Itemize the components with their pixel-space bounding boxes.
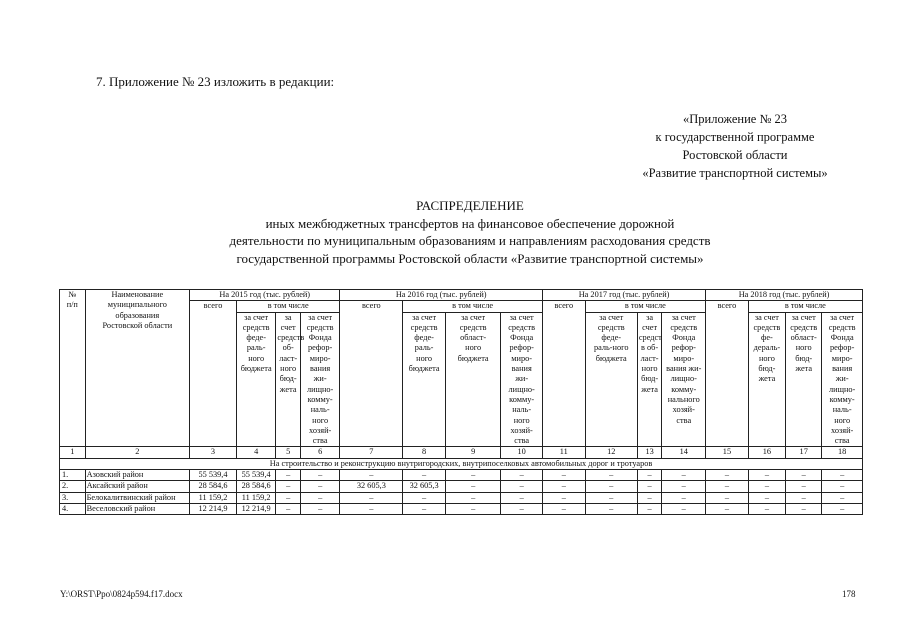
sub2017-source-header <box>585 312 637 447</box>
sub2015-source-header <box>276 312 305 447</box>
amount-cell: – <box>340 503 403 514</box>
amount-cell: – <box>706 492 749 503</box>
column-number: 3 <box>190 447 237 458</box>
column-number: 5 <box>276 447 301 458</box>
header-text: бюджета <box>240 364 272 374</box>
amount-cell: – <box>300 503 339 514</box>
amount-cell: 55 539,4 <box>190 470 237 481</box>
appendix-line: к государственной программе <box>655 130 815 144</box>
header-text: фе- <box>761 333 773 343</box>
header-text: за счет <box>412 312 437 322</box>
amount-cell: – <box>445 492 500 503</box>
header-text: счет <box>280 322 296 332</box>
amount-cell: – <box>300 492 339 503</box>
amount-cell: – <box>445 503 500 514</box>
amount-cell: – <box>786 481 822 492</box>
header-text: средств <box>597 322 625 332</box>
header-text: бюджета <box>408 364 440 374</box>
header-text: наль- <box>832 405 852 415</box>
amount-cell: – <box>276 481 301 492</box>
including-header: в том числе <box>236 301 339 312</box>
header-text: за счет <box>671 312 696 322</box>
amount-cell: – <box>501 481 543 492</box>
amount-cell: – <box>300 481 339 492</box>
amount-cell: – <box>585 470 637 481</box>
amount-cell: – <box>403 492 446 503</box>
amount-cell: – <box>822 492 863 503</box>
amount-cell: – <box>276 470 301 481</box>
header-text: за <box>646 312 654 322</box>
district-name: Белокалитвинский район <box>85 492 189 503</box>
header-text: наль- <box>310 405 330 415</box>
amount-cell: – <box>340 492 403 503</box>
column-number: 4 <box>236 447 275 458</box>
header-text: средств <box>459 322 487 332</box>
intro-paragraph: 7. Приложение № 23 изложить в редакции: <box>96 74 335 89</box>
header-text: средств <box>277 333 305 343</box>
header-text: ства <box>312 436 328 446</box>
header-row-years <box>60 290 863 301</box>
header-text: комму- <box>671 384 697 394</box>
sub2018-source-header <box>822 312 863 447</box>
year-header-2017: На 2017 год (тыс. рублей) <box>542 290 705 301</box>
header-text: Ростовской области <box>102 320 173 330</box>
column-number: 10 <box>501 447 543 458</box>
including-header: в том числе <box>403 301 543 312</box>
sub2018-source-header <box>786 312 822 447</box>
amount-cell: 28 584,6 <box>236 481 275 492</box>
header-text: за счет <box>830 312 855 322</box>
header-text: ного <box>312 415 329 425</box>
distribution-table <box>59 289 863 515</box>
header-text: комму- <box>509 394 535 404</box>
header-text: бюд- <box>279 374 297 384</box>
sub2015-source-header <box>300 312 339 447</box>
header-text: вания <box>832 364 853 374</box>
amount-cell: – <box>662 503 706 514</box>
header-text: жета <box>795 364 813 374</box>
table-row <box>60 492 863 503</box>
header-text: миро- <box>511 353 533 363</box>
header-text: рефор- <box>307 343 333 353</box>
header-text: жета <box>279 384 297 394</box>
appendix-line: Ростовской области <box>682 148 788 162</box>
district-name: Веселовский район <box>85 503 189 514</box>
amount-cell: – <box>786 503 822 514</box>
header-text: за <box>284 312 292 322</box>
section-row <box>60 458 863 469</box>
column-number: 17 <box>786 447 822 458</box>
header-text: средств <box>242 322 270 332</box>
header-text: феде- <box>246 333 266 343</box>
total-header: всего <box>190 301 237 447</box>
header-text: Наименование <box>111 290 164 299</box>
sub2016-source-header <box>501 312 543 447</box>
amount-cell: – <box>786 492 822 503</box>
amount-cell: – <box>748 503 785 514</box>
amount-cell: – <box>706 470 749 481</box>
header-text: Фонда <box>510 333 534 343</box>
header-text: Фонда <box>830 333 854 343</box>
footer-page-number: 178 <box>842 589 856 599</box>
header-text: средств <box>790 322 818 332</box>
header-text: жи- <box>835 374 849 384</box>
sub2017-source-header <box>662 312 706 447</box>
header-text: наль- <box>512 405 532 415</box>
district-name: Аксайский район <box>85 481 189 492</box>
column-number: 16 <box>748 447 785 458</box>
header-text: лищно- <box>828 384 856 394</box>
header-text: ного <box>416 353 433 363</box>
header-text: хозяй- <box>510 425 533 435</box>
column-number: 8 <box>403 447 446 458</box>
header-text: бюд- <box>641 374 659 384</box>
amount-cell: – <box>706 481 749 492</box>
table-row <box>60 470 863 481</box>
header-text: миро- <box>831 353 853 363</box>
header-text: рефор- <box>509 343 534 353</box>
amount-cell: 55 539,4 <box>236 470 275 481</box>
header-text: средств <box>828 322 856 332</box>
header-text: ства <box>514 436 530 446</box>
header-text: област- <box>790 333 817 343</box>
header-text: за счет <box>461 312 486 322</box>
sub2016-source-header <box>445 312 500 447</box>
table-row <box>60 481 863 492</box>
column-number: 15 <box>706 447 749 458</box>
amount-cell: – <box>585 503 637 514</box>
column-number: 13 <box>637 447 662 458</box>
amount-cell: 12 214,9 <box>190 503 237 514</box>
heading-line: иных межбюджетных трансфертов на финансовое обеспечение дорожной <box>265 215 675 231</box>
amount-cell: – <box>501 503 543 514</box>
header-text: ного <box>795 343 812 353</box>
amount-cell: – <box>822 503 863 514</box>
amount-cell: – <box>748 492 785 503</box>
header-text: образования <box>115 310 160 320</box>
column-number: 14 <box>662 447 706 458</box>
header-text: миро- <box>673 353 695 363</box>
column-number: 1 <box>60 447 86 458</box>
amount-cell: – <box>445 481 500 492</box>
header-text: бюджета <box>457 353 489 363</box>
amount-cell: – <box>542 481 585 492</box>
amount-cell: – <box>662 481 706 492</box>
header-text: феде- <box>601 333 622 343</box>
amount-cell: – <box>501 492 543 503</box>
header-text: средст <box>638 333 662 343</box>
amount-cell: 32 605,3 <box>403 481 446 492</box>
amount-cell: – <box>542 470 585 481</box>
header-text: дераль- <box>753 343 781 353</box>
header-text: раль-ного <box>593 343 629 353</box>
header-text: в об- <box>641 343 659 353</box>
footer-file-path: Y:\ORST\Ppo\0824p594.f17.docx <box>60 589 183 599</box>
amount-cell: – <box>822 481 863 492</box>
header-text: № <box>68 290 77 299</box>
header-text: средств <box>410 322 438 332</box>
header-text: за счет <box>754 312 779 322</box>
amount-cell: – <box>300 470 339 481</box>
row-number: 2. <box>60 481 86 492</box>
total-header: всего <box>542 301 585 447</box>
amount-cell: – <box>542 492 585 503</box>
header-text: Фонда <box>308 333 332 343</box>
amount-cell: – <box>276 503 301 514</box>
header-text: за счет <box>509 312 534 322</box>
header-text: хозяй- <box>831 425 854 435</box>
header-text: бюд- <box>758 364 776 374</box>
amount-cell: – <box>403 503 446 514</box>
amount-cell: – <box>542 503 585 514</box>
header-text: бюд- <box>795 353 813 363</box>
amount-cell: – <box>748 481 785 492</box>
amount-cell: – <box>637 481 662 492</box>
amount-cell: – <box>662 470 706 481</box>
including-header: в том числе <box>748 301 862 312</box>
appendix-line: «Развитие транспортной системы» <box>642 166 828 180</box>
district-name: Азовский район <box>85 470 189 481</box>
appendix-line: «Приложение № 23 <box>682 112 788 126</box>
column-number: 12 <box>585 447 637 458</box>
amount-cell: 28 584,6 <box>190 481 237 492</box>
amount-cell: – <box>706 503 749 514</box>
header-text: об- <box>282 343 294 353</box>
amount-cell: – <box>786 470 822 481</box>
header-text: ного <box>834 415 851 425</box>
col-number-header <box>60 290 86 447</box>
column-numbers-row <box>60 447 863 458</box>
column-number: 9 <box>445 447 500 458</box>
amount-cell: – <box>637 492 662 503</box>
amount-cell: – <box>585 481 637 492</box>
header-text: ласт- <box>279 353 298 363</box>
header-text: ного <box>641 364 658 374</box>
total-header: всего <box>340 301 403 447</box>
row-number: 3. <box>60 492 86 503</box>
table-row <box>60 503 863 514</box>
header-text: раль- <box>246 343 266 353</box>
header-text: хозяй- <box>672 405 695 415</box>
total-header: всего <box>706 301 749 447</box>
amount-cell: – <box>748 470 785 481</box>
header-text: жета <box>758 374 776 384</box>
header-text: ства <box>834 436 850 446</box>
header-text: ного <box>758 353 775 363</box>
amount-cell: 32 605,3 <box>340 481 403 492</box>
row-number: 1. <box>60 470 86 481</box>
header-text: ного <box>513 415 530 425</box>
amount-cell: – <box>340 470 403 481</box>
sub2018-source-header <box>748 312 785 447</box>
header-text: средств <box>306 322 334 332</box>
amount-cell: 11 159,2 <box>236 492 275 503</box>
header-text: бюджета <box>595 353 627 363</box>
amount-cell: – <box>822 470 863 481</box>
sub2017-source-header <box>637 312 662 447</box>
amount-cell: – <box>403 470 446 481</box>
column-number: 11 <box>542 447 585 458</box>
header-text: област- <box>460 333 487 343</box>
header-text: миро- <box>309 353 331 363</box>
header-text: комму- <box>307 394 333 404</box>
header-text: рефор- <box>829 343 855 353</box>
header-text: за счет <box>599 312 624 322</box>
amount-cell: 11 159,2 <box>190 492 237 503</box>
header-text: нального <box>667 394 700 404</box>
amount-cell: – <box>637 503 662 514</box>
header-text: вания жи- <box>666 364 702 374</box>
heading-line: государственной программы Ростовской области «Развитие транспортной системы» <box>236 250 704 266</box>
header-text: ласт- <box>640 353 659 363</box>
header-text: хозяй- <box>309 425 332 435</box>
header-text: вания <box>511 364 532 374</box>
including-header: в том числе <box>585 301 706 312</box>
header-text: ства <box>676 415 692 425</box>
header-text: жета <box>641 384 658 394</box>
header-text: лищно- <box>306 384 334 394</box>
col-name-header <box>85 290 189 447</box>
header-text: рефор- <box>671 343 696 353</box>
section-title: На строительство и реконструкцию внутригородских, внутрипоселковых автомобильных дорог и тротуаров <box>60 458 863 469</box>
header-text: за счет <box>308 312 333 322</box>
header-text: ного <box>248 353 265 363</box>
year-header-2016: На 2016 год (тыс. рублей) <box>340 290 543 301</box>
header-text: муниципального <box>107 300 167 310</box>
amount-cell: – <box>276 492 301 503</box>
header-text: вания <box>310 364 331 374</box>
header-text: Фонда <box>672 333 696 343</box>
year-header-2018: На 2018 год (тыс. рублей) <box>706 290 863 301</box>
heading-line: деятельности по муниципальным образованиям и направлениям расходования средств <box>229 233 711 248</box>
column-number: 6 <box>300 447 339 458</box>
sub2016-source-header <box>403 312 446 447</box>
header-text: раль- <box>414 343 434 353</box>
header-text: феде- <box>414 333 434 343</box>
header-text: за счет <box>791 312 816 322</box>
header-text: средств <box>753 322 781 332</box>
header-text: счет <box>642 322 658 332</box>
table-body <box>60 470 863 515</box>
column-number: 2 <box>85 447 189 458</box>
header-text: средств <box>508 322 536 332</box>
document-heading <box>120 197 820 267</box>
column-number: 18 <box>822 447 863 458</box>
amount-cell: 12 214,9 <box>236 503 275 514</box>
amount-cell: – <box>662 492 706 503</box>
header-text: ного <box>280 364 297 374</box>
header-text: жи- <box>313 374 327 384</box>
amount-cell: – <box>637 470 662 481</box>
header-text: ного <box>465 343 482 353</box>
header-text: за счет <box>244 312 269 322</box>
amount-cell: – <box>501 470 543 481</box>
header-text: комму- <box>829 394 855 404</box>
header-text: средств <box>670 322 698 332</box>
amount-cell: – <box>445 470 500 481</box>
appendix-header <box>585 110 885 182</box>
header-text: п/п <box>66 300 78 310</box>
column-number: 7 <box>340 447 403 458</box>
heading-title: РАСПРЕДЕЛЕНИЕ <box>416 198 524 213</box>
sub2015-source-header <box>236 312 275 447</box>
year-header-2015: На 2015 год (тыс. рублей) <box>190 290 340 301</box>
header-text: лищно- <box>670 374 697 384</box>
header-text: лищно- <box>508 384 535 394</box>
amount-cell: – <box>585 492 637 503</box>
header-text: жи- <box>515 374 529 384</box>
row-number: 4. <box>60 503 86 514</box>
